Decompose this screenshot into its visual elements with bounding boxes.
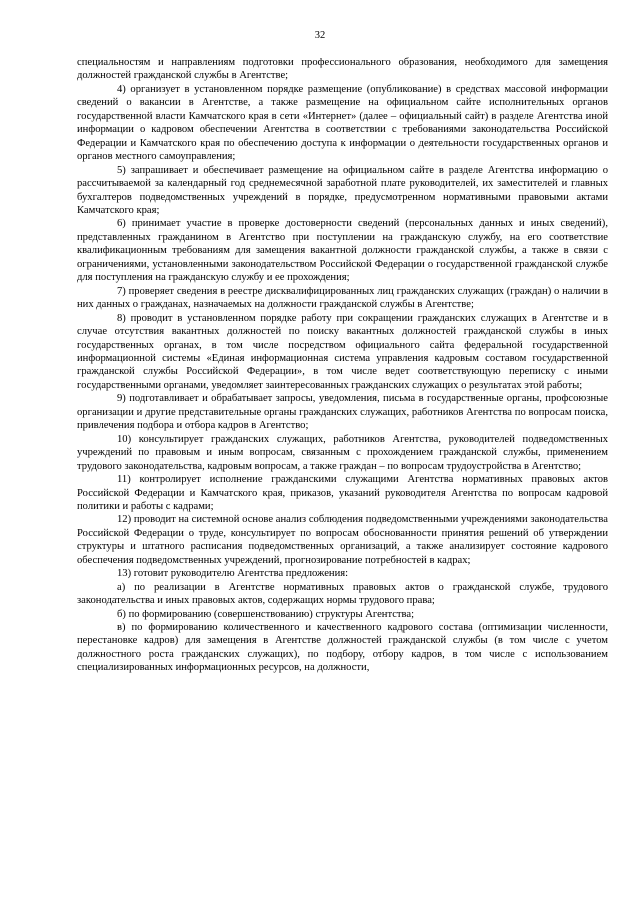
paragraph: 12) проводит на системной основе анализ соблюдения подведомственными учреждениями законодательства Российской Федерации о труде, консультирует по вопросам обоснованности принятия решений об утверждении структуры и штатного расписания подведомственных организаций, а также анализирует состояние кадрового обеспечения подведомственных учреждений, прогнозирование потребностей в кадрах; <box>77 514 608 566</box>
paragraph: 10) консультирует гражданских служащих, работников Агентства, руководителей подведомственных учреждений по правовым и иным вопросам, связанным с прохождением гражданской службы, применением трудового законодательства, кадровым вопросам, а также граждан – по вопросам трудоустройства в Агентство; <box>77 433 608 472</box>
paragraph: 8) проводит в установленном порядке работу при сокращении гражданских служащих в Агентстве и в случае отсутствия вакантных должностей по поиску вакантных должностей гражданской службы в иных государственных органах, в том числе посредством официального сайта федеральной государственной информационной системы «Единая информационная система управления кадровым составом государственной гражданской службы Российской Федерации», в том числе ведет соответствующую переписку с иными государственными органами, уведомляет заинтересованных гражданских служащих о результатах этой работы; <box>77 312 608 391</box>
paragraph: 11) контролирует исполнение гражданскими служащими Агентства нормативных правовых актов Российской Федерации и Камчатского края, приказов, указаний руководителя Агентства по вопросам кадровой политики и работы с кадрами; <box>77 474 608 512</box>
paragraph: 6) принимает участие в проверке достоверности сведений (персональных данных и иных сведений), представленных гражданином в Агентство при поступлении на гражданскую службу, на его соответствие квалификационным требованиям для замещения вакантной должности гражданской службы, а также в связи с ограничениями, установленными законодательством Российской Федерации о государственной гражданской службе для поступления на гражданскую службу и ее прохождения; <box>77 218 608 284</box>
paragraph: а) по реализации в Агентстве нормативных правовых актов о гражданской службе, трудового законодательства и иных правовых актов, содержащих нормы трудового права; <box>77 581 608 607</box>
paragraph: в) по формированию количественного и качественного кадрового состава (оптимизации численности, перестановке кадров) для замещения в Агентстве должностей гражданской службы (в том числе с учетом должностного роста гражданских служащих), по подбору, отбору кадров, в том числе с использованием специализированных информационных ресурсов, на должности, <box>77 622 608 674</box>
paragraph: специальностям и направлениям подготовки профессионального образования, необходимого для замещения должностей гражданской службы в Агентстве; <box>77 57 608 82</box>
page-number: 32 <box>314 30 326 41</box>
paragraph: 9) подготавливает и обрабатывает запросы, уведомления, письма в государственные органы, профсоюзные организации и другие представительные органы гражданских служащих, работников Агентства по вопросам поиска, привлечения подбора и отбора кадров в Агентство; <box>77 393 608 432</box>
paragraph: 5) запрашивает и обеспечивает размещение на официальном сайте в разделе Агентства информацию о рассчитываемой за календарный год среднемесячной заработной плате руководителей, их заместителей и главных бухгалтеров подведомственных учреждений в порядке, предусмотренном нормативными правовыми актами Камчатского края; <box>77 164 608 216</box>
body-text <box>77 56 608 675</box>
paragraph: 7) проверяет сведения в реестре дисквалифицированных лиц гражданских служащих (граждан) о наличии в них данных о гражданах, назначаемых на должности гражданской службы в Агентстве; <box>77 285 608 311</box>
paragraph: 13) готовит руководителю Агентства предложения: <box>117 568 349 580</box>
paragraph: б) по формированию (совершенствованию) структуры Агентства; <box>117 608 415 620</box>
paragraph: 4) организует в установленном порядке размещение (опубликование) в средствах массовой информации сведений о вакансии в Агентстве, а также размещение на официальном сайте исполнительных органов государственной власти Камчатского края в сети «Интернет» (далее – официальный сайт) в разделе Агентства иной информации о кадровом обеспечении Агентства в соответствии с требованиями законодательства Российской Федерации и Камчатского края по обеспечению доступа к информации о деятельности государственных органов и органов местного самоуправления; <box>77 83 608 163</box>
